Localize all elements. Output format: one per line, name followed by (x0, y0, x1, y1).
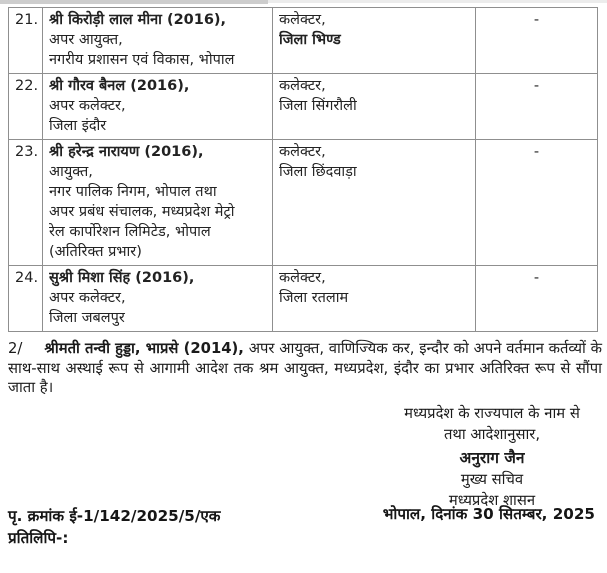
posting-title: कलेक्टर, (279, 12, 326, 28)
serial-number: 21. (9, 8, 43, 74)
serial-number: 24. (9, 266, 43, 332)
paragraph-text: अपर आयुक्त, वाणिज्यिक कर, इन्दौर को अपने वर्तमान कर्तव्यों के साथ-साथ अस्थाई रूप से आगामी आदेश तक श्रम आयुक्त, मध्यप्रदेश, इंदौर का प्रभार अतिरिक्त रूप से सौंपा जाता है। (8, 340, 602, 396)
table-row (9, 140, 598, 266)
signatory-org: मध्यप्रदेश शासन (448, 492, 536, 509)
remark-cell: - (476, 266, 598, 332)
signatory-title: मुख्य सचिव (460, 471, 524, 488)
remark-cell: - (476, 74, 598, 140)
reference-number: पृ. क्रमांक ई-1/142/2025/5/एक (8, 507, 221, 525)
officer-department: रेल कार्पोरेशन लिमिटेड, भोपाल (49, 224, 211, 240)
table-row (9, 74, 598, 140)
authority-line: मध्यप्रदेश के राज्यपाल के नाम से (404, 405, 580, 422)
officer-department: नगरीय प्रशासन एवं विकास, भोपाल (49, 52, 235, 68)
officer-name: सुश्री मिशा सिंह (2016), (49, 270, 195, 286)
posting-district: जिला भिण्ड (279, 32, 341, 48)
posting-title: कलेक्टर, (279, 270, 326, 286)
paragraph-number: 2/ (8, 340, 23, 357)
transfer-order-table (8, 7, 598, 332)
serial-number: 23. (9, 140, 43, 266)
officer-name-cell (43, 74, 273, 140)
posting-district: जिला छिंदवाड़ा (279, 164, 357, 180)
officer-name: श्री हरेन्द्र नारायण (2016), (49, 144, 204, 160)
officer-designation: अपर आयुक्त, (49, 32, 123, 48)
posting-title: कलेक्टर, (279, 144, 326, 160)
place-and-date: भोपाल, दिनांक 30 सितम्बर, 2025 (382, 505, 595, 523)
copy-to-label: प्रतिलिपि-: (8, 529, 69, 547)
posting-title: कलेक्टर, (279, 78, 326, 94)
authority-line: तथा आदेशानुसार, (443, 426, 541, 443)
posting-district: जिला रतलाम (279, 290, 349, 306)
new-posting-cell (273, 8, 476, 74)
additional-charge-note: (अतिरिक्त प्रभार) (49, 244, 142, 260)
officer-name-inline: श्रीमती तन्वी हुड्डा, भाप्रसे (2014), (44, 340, 244, 357)
new-posting-cell (273, 266, 476, 332)
officer-name-cell (43, 266, 273, 332)
officer-district: जिला जबलपुर (49, 310, 125, 326)
officer-name: श्री गौरव बैनल (2016), (49, 78, 190, 94)
order-paragraph-2 (8, 339, 602, 398)
scan-edge-shadow (0, 0, 268, 4)
serial-number: 22. (9, 74, 43, 140)
officer-name-cell (43, 140, 273, 266)
officer-designation: आयुक्त, (49, 164, 93, 180)
remark-cell: - (476, 140, 598, 266)
table-row (9, 266, 598, 332)
table-row (9, 8, 598, 74)
signature-block (382, 403, 602, 511)
officer-name-cell (43, 8, 273, 74)
officer-name: श्री किरोड़ी लाल मीना (2016), (49, 12, 227, 28)
new-posting-cell (273, 140, 476, 266)
posting-district: जिला सिंगरौली (279, 98, 357, 114)
officer-designation: अपर कलेक्टर, (49, 98, 126, 114)
signatory-name: अनुराग जैन (459, 449, 525, 467)
new-posting-cell (273, 74, 476, 140)
officer-department: नगर पालिक निगम, भोपाल तथा (49, 184, 217, 200)
officer-district: जिला इंदौर (49, 118, 107, 134)
officer-department: अपर प्रबंध संचालक, मध्यप्रदेश मेट्रो (49, 204, 235, 220)
officer-designation: अपर कलेक्टर, (49, 290, 126, 306)
remark-cell: - (476, 8, 598, 74)
scan-edge-shadow-light (268, 0, 607, 3)
